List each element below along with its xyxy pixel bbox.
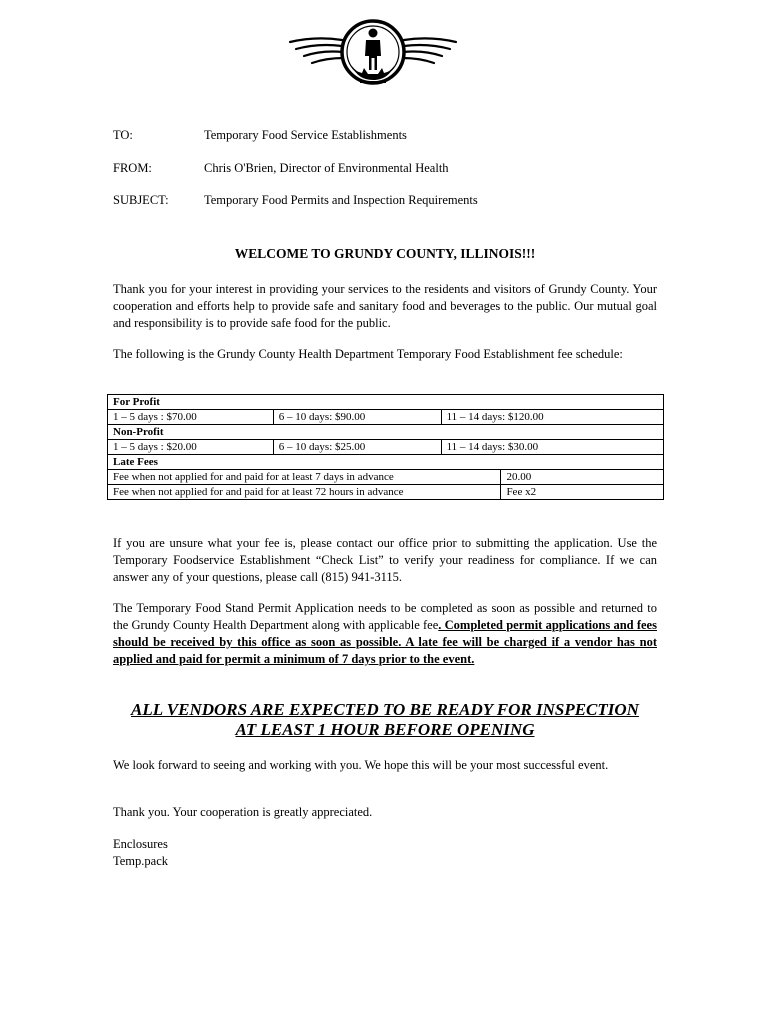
late-fee-amount: Fee x2 <box>501 485 664 500</box>
contact-paragraph: If you are unsure what your fee is, please contact our office prior to submitting the application. Use the Temporary Foodservice Establishment “Check List” to verify your readiness for compliance. If we can answer any of your questions, please call (815) 941-3115. <box>113 536 657 584</box>
to-label: TO: <box>113 128 133 142</box>
table-row <box>108 470 664 485</box>
late-fee-warning: . Completed permit applications and fees should be received by this office as soon as possible. A late fee will be charged if a vendor has not applied and paid for permit a minimum of 7 days prior to the event. <box>113 618 657 666</box>
table-row <box>108 425 664 440</box>
for-profit-header: For Profit <box>108 395 664 410</box>
temp-pack-line: Temp.pack <box>113 854 169 868</box>
application-paragraph <box>113 600 657 668</box>
enclosures-line: Enclosures <box>113 837 168 851</box>
table-row <box>108 410 664 425</box>
thank-you-line: Thank you. Your cooperation is greatly appreciated. <box>113 805 373 819</box>
closing-paragraph: We look forward to seeing and working with you. We hope this will be your most successful event. <box>113 758 609 772</box>
inspection-banner-line-1: ALL VENDORS ARE EXPECTED TO BE READY FOR INSPECTION <box>131 700 639 719</box>
inspection-banner-line-2: AT LEAST 1 HOUR BEFORE OPENING <box>235 720 535 739</box>
late-fee-amount: 20.00 <box>501 470 664 485</box>
to-value: Temporary Food Service Establishments <box>204 128 407 142</box>
fee-schedule-table <box>107 394 664 500</box>
table-row <box>108 395 664 410</box>
nonprofit-fee-11-14-days: 11 – 14 days: $30.00 <box>441 440 663 455</box>
application-text: The Temporary Food Stand Permit Application needs to be completed as soon as possible and returned to the Grundy County Health Department along with applicable fee <box>113 601 657 632</box>
table-row <box>108 485 664 500</box>
inspection-banner <box>113 700 657 740</box>
from-label: FROM: <box>113 161 152 175</box>
late-fee-description: Fee when not applied for and paid for at least 72 hours in advance <box>108 485 501 500</box>
subject-label: SUBJECT: <box>113 193 169 207</box>
from-value: Chris O'Brien, Director of Environmental Health <box>204 161 449 175</box>
subject-value: Temporary Food Permits and Inspection Requirements <box>204 193 478 207</box>
profit-fee-6-10-days: 6 – 10 days: $90.00 <box>273 410 441 425</box>
table-row <box>108 455 664 470</box>
table-row <box>108 440 664 455</box>
welcome-heading: WELCOME TO GRUNDY COUNTY, ILLINOIS!!! <box>234 246 536 261</box>
health-department-logo <box>286 18 460 94</box>
profit-fee-11-14-days: 11 – 14 days: $120.00 <box>441 410 663 425</box>
late-fee-description: Fee when not applied for and paid for at least 7 days in advance <box>108 470 501 485</box>
profit-fee-1-5-days: 1 – 5 days : $70.00 <box>108 410 274 425</box>
non-profit-header: Non-Profit <box>108 425 664 440</box>
late-fees-header: Late Fees <box>108 455 664 470</box>
fee-schedule-intro: The following is the Grundy County Health Department Temporary Food Establishment fee schedule: <box>113 347 623 361</box>
nonprofit-fee-1-5-days: 1 – 5 days : $20.00 <box>108 440 274 455</box>
intro-paragraph: Thank you for your interest in providing your services to the residents and visitors of Grundy County. Your cooperation and efforts help to provide safe and sanitary food and beverages to the public. Our mutual goal and responsibility is to provide safe food for the public. <box>113 282 657 330</box>
nonprofit-fee-6-10-days: 6 – 10 days: $25.00 <box>273 440 441 455</box>
